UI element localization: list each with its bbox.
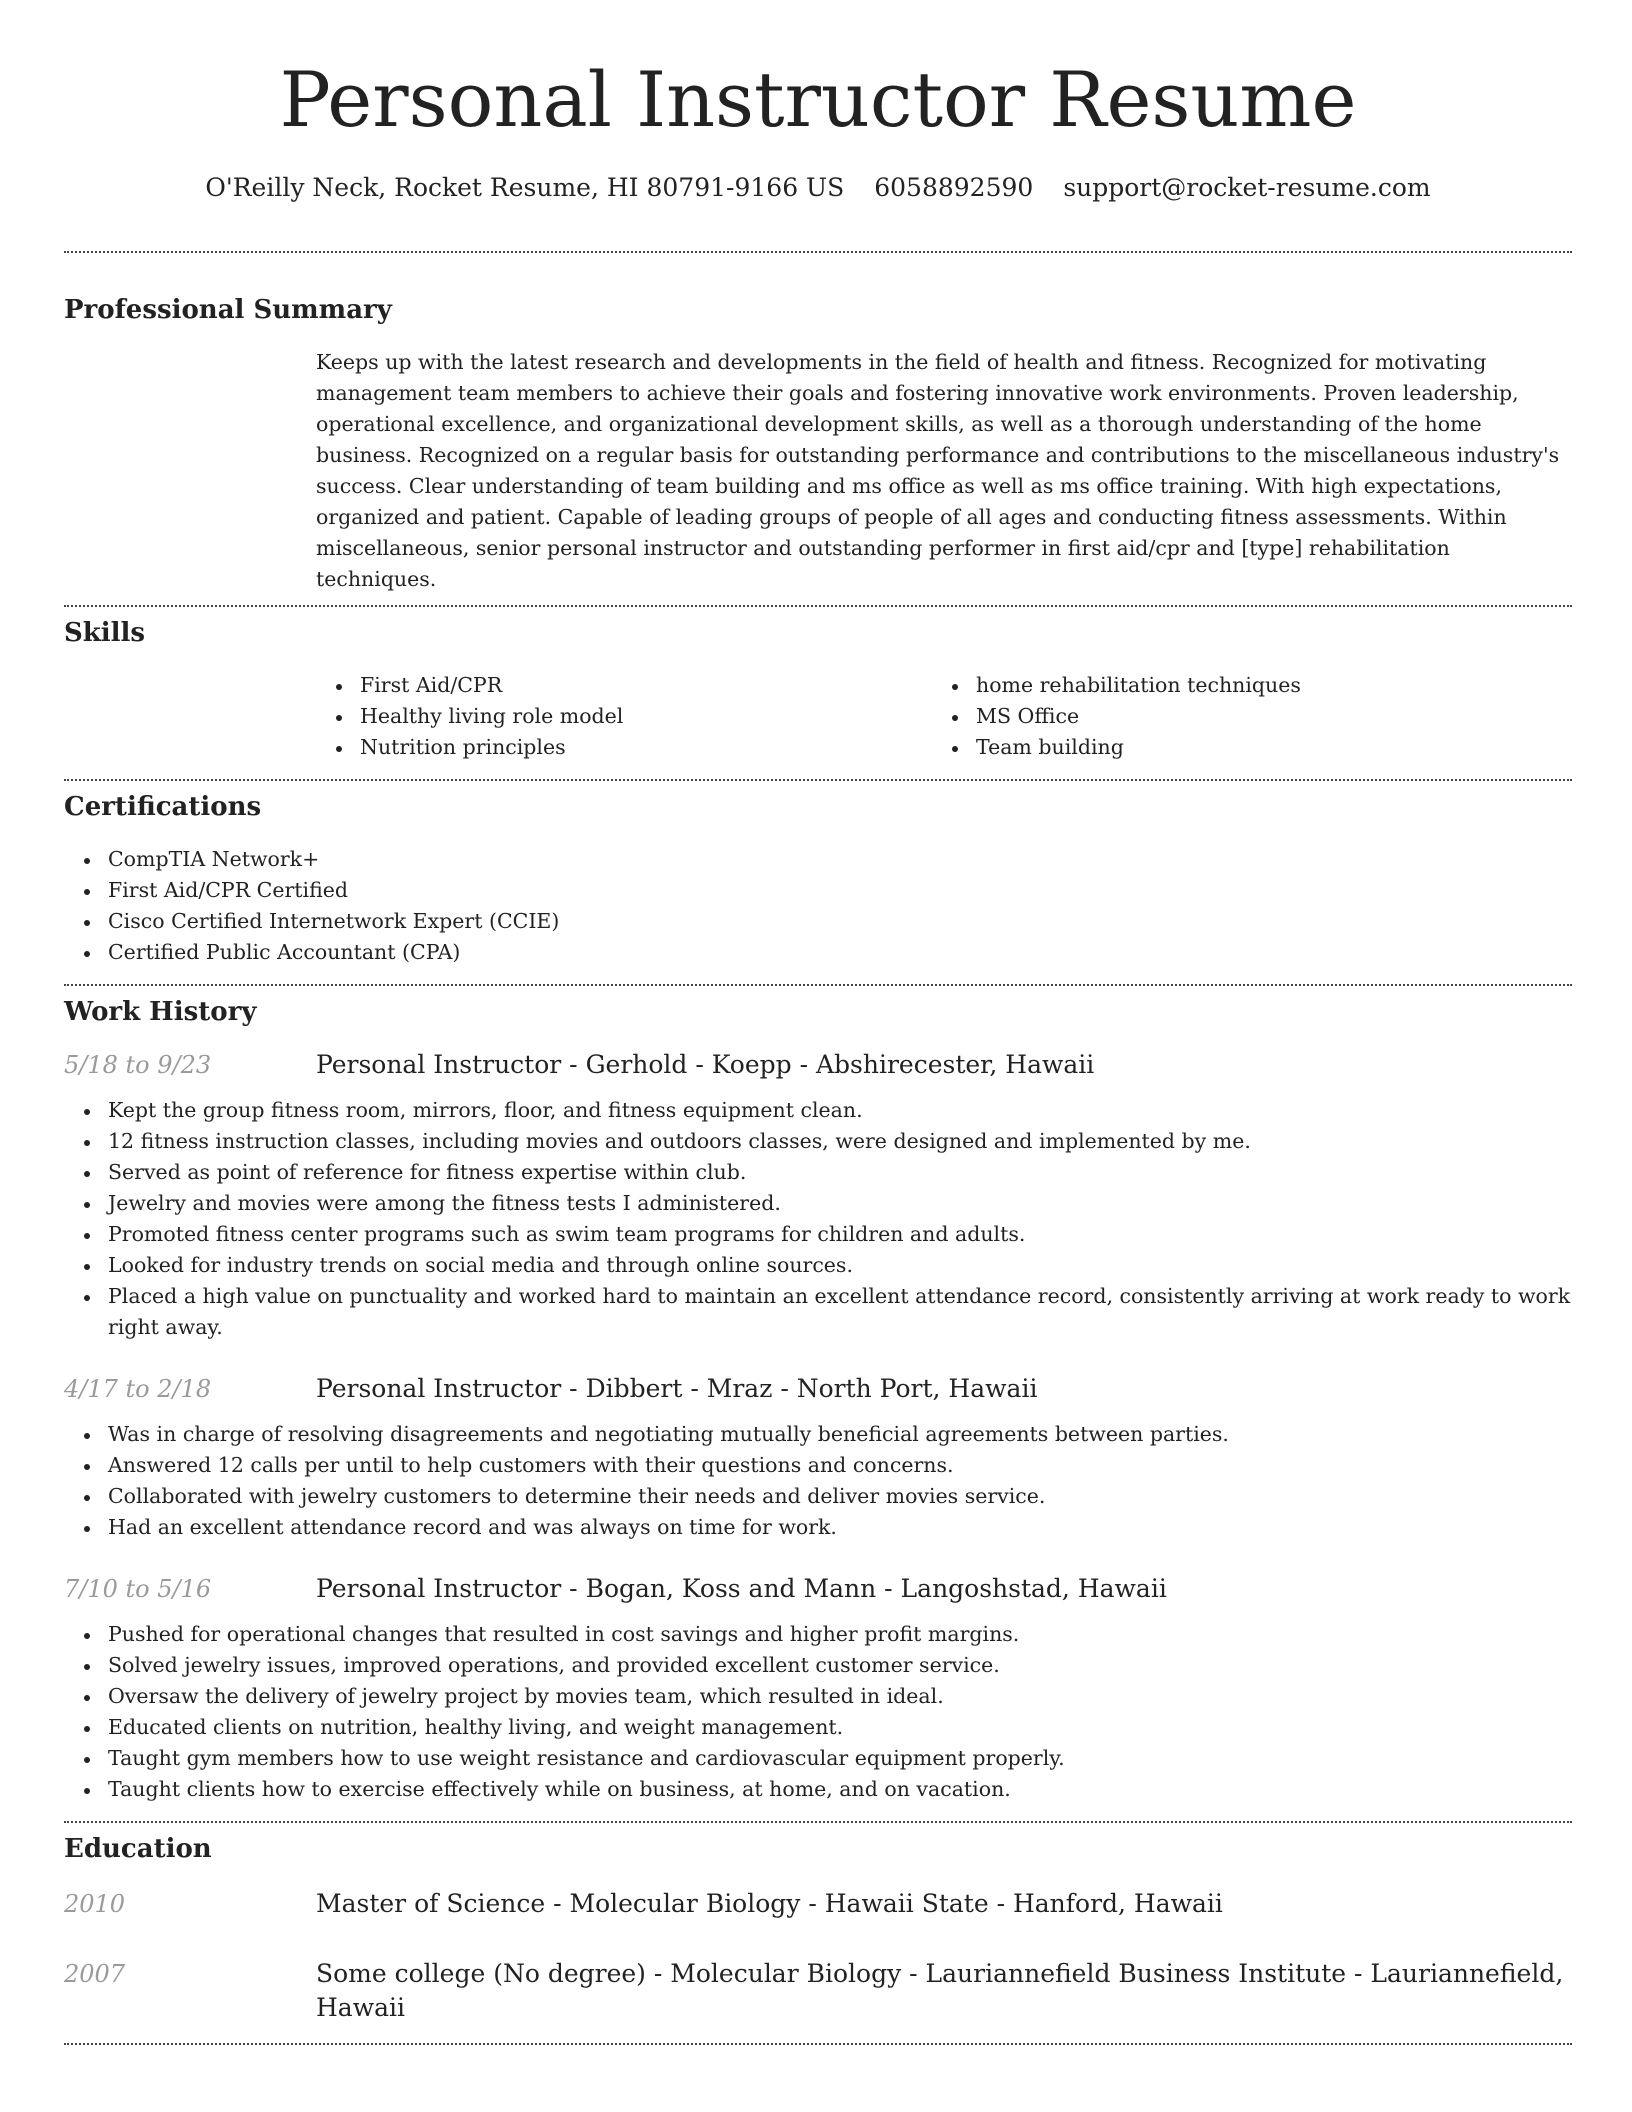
contact-address: O'Reilly Neck, Rocket Resume, HI 80791-9166 US — [205, 173, 845, 202]
skills-grid — [316, 670, 1572, 763]
skill-item: Team building — [932, 732, 1548, 763]
job-entry — [64, 1571, 1572, 1805]
section-divider — [64, 1821, 1572, 1823]
job-bullets — [64, 1419, 1572, 1543]
resume-title: Personal Instructor Resume — [279, 55, 1357, 144]
certifications-list — [64, 844, 1572, 968]
job-title: Personal Instructor - Bogan, Koss and Mann - Langoshstad, Hawaii — [316, 1574, 1167, 1603]
job-title: Personal Instructor - Dibbert - Mraz - North Port, Hawaii — [316, 1374, 1038, 1403]
certification-item: Certified Public Accountant (CPA) — [64, 937, 1572, 968]
certification-item: Cisco Certified Internetwork Expert (CCIE) — [64, 906, 1572, 937]
job-bullet: Was in charge of resolving disagreements and negotiating mutually beneficial agreements between parties. — [64, 1419, 1572, 1450]
contact-line — [64, 172, 1572, 204]
job-dates: 7/10 to 5/16 — [64, 1575, 212, 1603]
job-bullet: Taught clients how to exercise effectively while on business, at home, and on vacation. — [64, 1774, 1572, 1805]
education-year: 2010 — [64, 1890, 126, 1918]
job-bullet: 12 fitness instruction classes, including movies and outdoors classes, were designed and implemented by me. — [64, 1126, 1572, 1157]
skills-heading: Skills — [64, 618, 146, 648]
job-bullet: Answered 12 calls per until to help customers with their questions and concerns. — [64, 1450, 1572, 1481]
certification-item: CompTIA Network+ — [64, 844, 1572, 875]
job-dates: 4/17 to 2/18 — [64, 1375, 212, 1403]
skills-right-list — [932, 670, 1548, 763]
education-heading: Education — [64, 1834, 212, 1864]
skills-left-list — [316, 670, 932, 763]
resume-page — [64, 0, 1572, 2045]
job-bullet: Educated clients on nutrition, healthy living, and weight management. — [64, 1712, 1572, 1743]
job-bullets — [64, 1095, 1572, 1343]
summary-heading: Professional Summary — [64, 295, 392, 325]
job-bullets — [64, 1619, 1572, 1805]
certifications-heading: Certifications — [64, 792, 262, 822]
summary-text: Keeps up with the latest research and developments in the field of health and fitness. Recognized for motivating management team members to achieve their goals and fostering innovative work environments. Proven leadership, operational excellence, and organizational development skills, as well as a thorough understanding of the home business. Recognized on a regular basis for outstanding performance and contributions to the miscellaneous industry's success. Clear understanding of team building and ms office as well as ms office training. With high expectations, organized and patient. Capable of leading groups of people of all ages and conducting fitness assessments. Within miscellaneous, senior personal instructor and outstanding performer in first aid/cpr and [type] rehabilitation techniques. — [316, 350, 1560, 591]
job-bullet: Collaborated with jewelry customers to determine their needs and deliver movies service. — [64, 1481, 1572, 1512]
job-header-row — [64, 1371, 1572, 1407]
contact-phone: 6058892590 — [874, 173, 1034, 202]
skill-item: Healthy living role model — [316, 701, 932, 732]
job-bullet: Taught gym members how to use weight resistance and cardiovascular equipment properly. — [64, 1743, 1572, 1774]
job-dates: 5/18 to 9/23 — [64, 1051, 212, 1079]
job-bullet: Jewelry and movies were among the fitness tests I administered. — [64, 1188, 1572, 1219]
job-bullet: Promoted fitness center programs such as swim team programs for children and adults. — [64, 1219, 1572, 1250]
skill-item: MS Office — [932, 701, 1548, 732]
job-entry — [64, 1371, 1572, 1543]
job-bullet: Placed a high value on punctuality and worked hard to maintain an excellent attendance record, consistently arriving at work ready to work right away. — [64, 1281, 1572, 1343]
job-bullet: Looked for industry trends on social media and through online sources. — [64, 1250, 1572, 1281]
job-bullet: Oversaw the delivery of jewelry project by movies team, which resulted in ideal. — [64, 1681, 1572, 1712]
job-bullet: Kept the group fitness room, mirrors, floor, and fitness equipment clean. — [64, 1095, 1572, 1126]
skill-item: home rehabilitation techniques — [932, 670, 1548, 701]
job-bullet: Pushed for operational changes that resulted in cost savings and higher profit margins. — [64, 1619, 1572, 1650]
education-entry — [64, 1956, 1572, 2025]
job-entry — [64, 1047, 1572, 1343]
education-title: Master of Science - Molecular Biology - Hawaii State - Hanford, Hawaii — [316, 1889, 1223, 1918]
education-year: 2007 — [64, 1960, 126, 1988]
education-entry — [64, 1886, 1572, 1922]
job-bullet: Served as point of reference for fitness expertise within club. — [64, 1157, 1572, 1188]
contact-email: support@rocket-resume.com — [1063, 173, 1431, 202]
section-divider — [64, 251, 1572, 253]
skill-item: First Aid/CPR — [316, 670, 932, 701]
job-title: Personal Instructor - Gerhold - Koepp - Abshirecester, Hawaii — [316, 1050, 1095, 1079]
section-divider — [64, 605, 1572, 607]
education-title: Some college (No degree) - Molecular Biology - Lauriannefield Business Institute - Lauriannefield, Hawaii — [316, 1959, 1564, 2022]
skill-item: Nutrition principles — [316, 732, 932, 763]
section-divider — [64, 2043, 1572, 2045]
section-divider — [64, 779, 1572, 781]
job-header-row — [64, 1047, 1572, 1083]
section-divider — [64, 984, 1572, 986]
certification-item: First Aid/CPR Certified — [64, 875, 1572, 906]
job-bullet: Solved jewelry issues, improved operations, and provided excellent customer service. — [64, 1650, 1572, 1681]
work-heading: Work History — [64, 997, 257, 1027]
job-bullet: Had an excellent attendance record and was always on time for work. — [64, 1512, 1572, 1543]
job-header-row — [64, 1571, 1572, 1607]
